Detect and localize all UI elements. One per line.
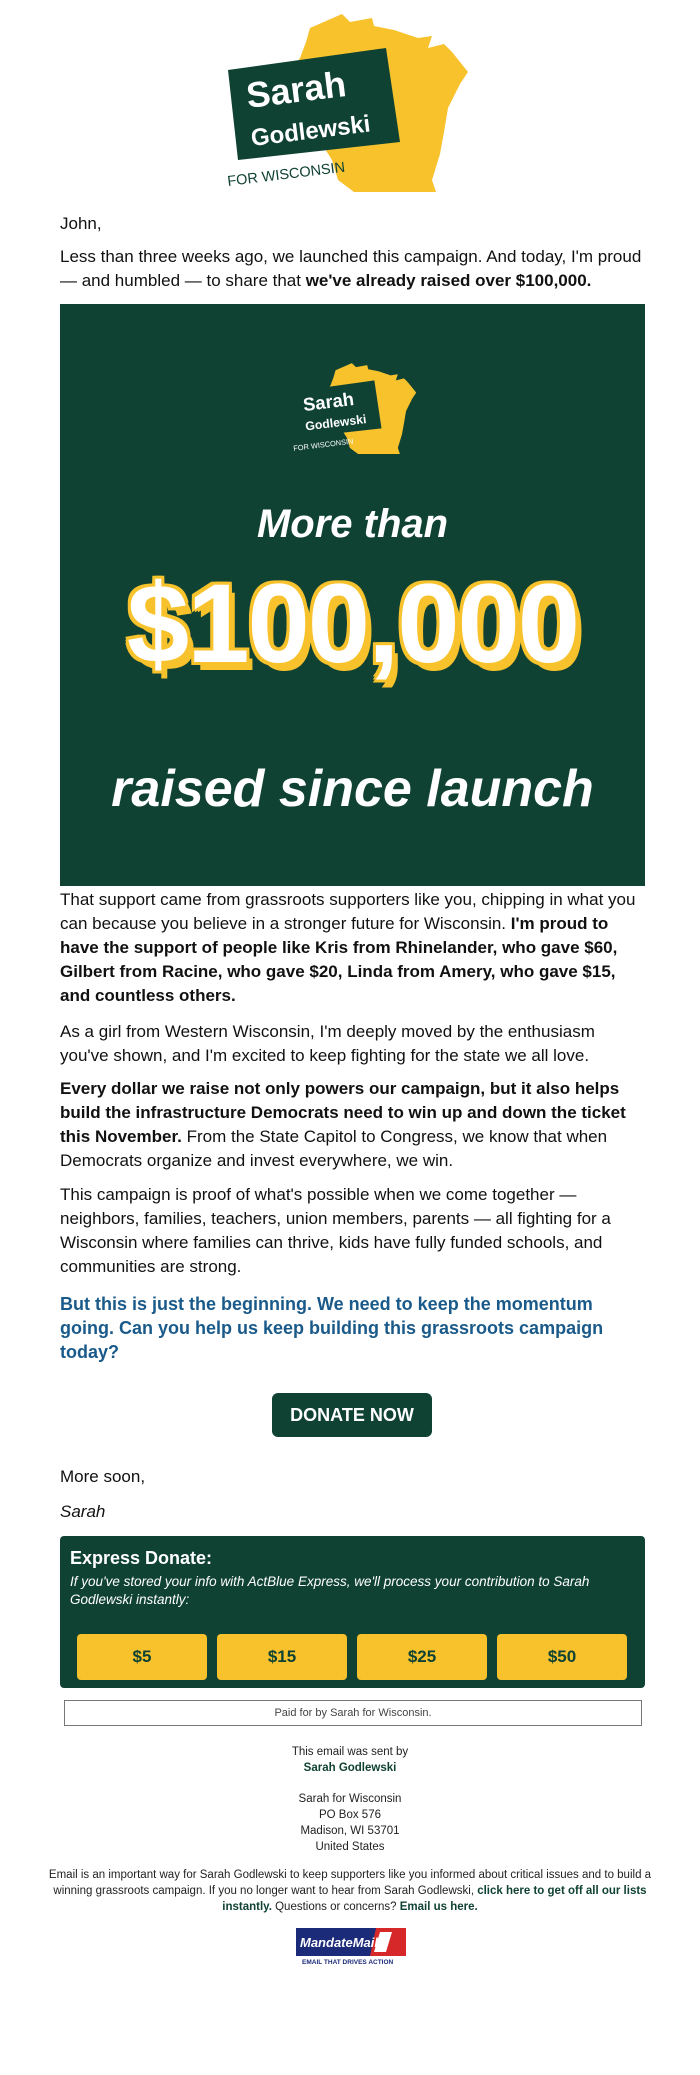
express-donate-subtitle: If you've stored your info with ActBlue Express, we'll process your contribution to Sarah Godlewski instantly:	[70, 1574, 590, 1607]
logo-first-name: Sarah	[243, 63, 349, 116]
donate-now-button[interactable]: DONATE NOW	[272, 1393, 432, 1437]
address-line-4: United States	[315, 1841, 385, 1853]
disclaimer-text: Email is an important way for Sarah Godlewski to keep supporters like you informed about critical issues and to build a winning grassroots campaign. If you no longer want to hear from Sarah Godlewski,	[48, 1869, 652, 1897]
logo-last-name: Godlewski	[249, 110, 372, 152]
campaign-logo	[222, 8, 482, 196]
express-donate-panel	[60, 1536, 645, 1688]
paragraph-infrastructure	[60, 1077, 645, 1173]
fundraising-hero-graphic	[60, 304, 645, 886]
hero-raised-since-launch: raised since launch	[111, 760, 594, 818]
hero-logo-first-name: Sarah	[301, 387, 356, 416]
address-line-3: Madison, WI 53701	[300, 1825, 400, 1837]
hero-logo-tagline: FOR WISCONSIN	[292, 436, 354, 453]
paragraph-western-wisconsin: As a girl from Western Wisconsin, I'm deeply moved by the enthusiasm you've shown, and I'm excited to keep fighting for the state we all love.	[60, 1022, 595, 1065]
address-line-2: PO Box 576	[318, 1809, 381, 1821]
hero-more-than: More than	[256, 502, 449, 546]
signature: Sarah	[60, 1502, 106, 1521]
infrastructure-text: From the State Capitol to Congress, we know that when Democrats organize and invest everywhere, we win.	[60, 1127, 608, 1170]
greeting: John,	[60, 214, 102, 233]
sent-by-label: This email was sent by	[291, 1746, 409, 1758]
donate-amount-15-button[interactable]: $15	[217, 1634, 347, 1680]
intro-text: Less than three weeks ago, we launched this campaign. And today, I'm proud — and humbled — to share that	[60, 247, 642, 290]
donate-amount-5-button[interactable]: $5	[77, 1634, 207, 1680]
support-bold: I'm proud to have the support of people like Kris from Rhinelander, who gave $60, Gilbert from Racine, who gave $20, Linda from Amery, who gave $15, and countless others.	[60, 914, 618, 1005]
express-donate-title: Express Donate:	[70, 1548, 213, 1568]
paragraph-support	[60, 888, 645, 1008]
closing-line: More soon,	[60, 1467, 146, 1486]
sender-name: Sarah Godlewski	[303, 1762, 397, 1774]
mandatemail-tagline: EMAIL THAT DRIVES ACTION	[302, 1959, 394, 1966]
donate-amount-25-button[interactable]: $25	[357, 1634, 487, 1680]
questions-text: Questions or concerns?	[271, 1901, 400, 1913]
intro-bold: we've already raised over $100,000.	[305, 271, 592, 290]
hero-logo-last-name: Godlewski	[304, 412, 368, 434]
paragraph-proof: This campaign is proof of what's possible when we come together — neighbors, families, teachers, union members, parents — all fighting for a Wisconsin where families can thrive, kids have fully funded schools, and communities are strong.	[60, 1185, 611, 1276]
address-line-1: Sarah for Wisconsin	[298, 1793, 402, 1805]
logo-tagline: FOR WISCONSIN	[226, 159, 347, 190]
mailing-address	[40, 1791, 660, 1855]
mandatemail-logo[interactable]	[296, 1928, 406, 1966]
support-text: That support came from grassroots supporters like you, chipping in what you can because you believe in a stronger future for Wisconsin.	[60, 890, 636, 933]
hero-campaign-logo	[282, 360, 432, 456]
infrastructure-bold: Every dollar we raise not only powers our campaign, but it also helps build the infrastructure Democrats need to win up and down the ticket this November.	[60, 1079, 626, 1146]
paid-for-disclaimer: Paid for by Sarah for Wisconsin.	[64, 1700, 642, 1726]
call-to-action: But this is just the beginning. We need to keep the momentum going. Can you help us keep building this grassroots campaign today?	[60, 1294, 604, 1362]
mandatemail-wordmark: MandateMail	[300, 1935, 379, 1950]
unsubscribe-link[interactable]: click here to get off all our lists instantly.	[222, 1885, 647, 1913]
email-us-link[interactable]: Email us here.	[399, 1901, 478, 1913]
paragraph-intro	[60, 245, 645, 293]
email-disclaimer	[40, 1867, 660, 1915]
hero-amount: $100,000	[126, 561, 579, 686]
donate-amount-50-button[interactable]: $50	[497, 1634, 627, 1680]
